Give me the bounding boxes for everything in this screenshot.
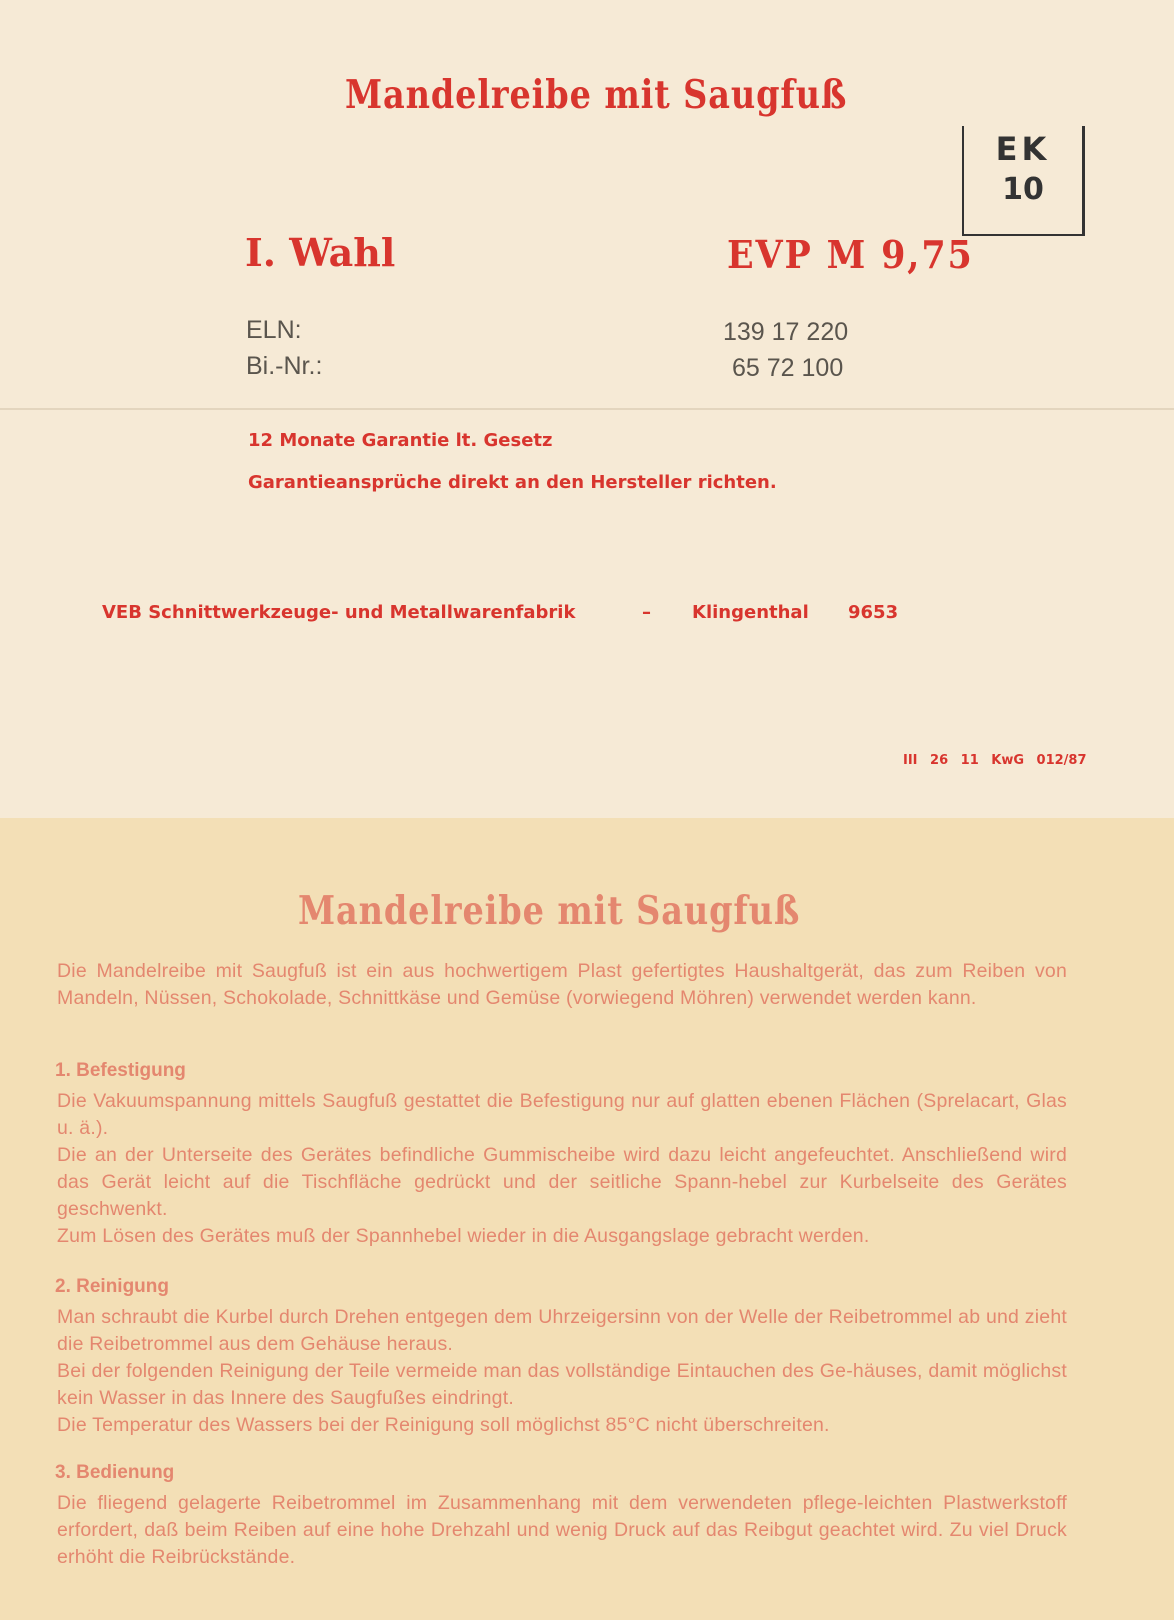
section-1-body (57, 1088, 1067, 1250)
intro-paragraph (57, 958, 1067, 1012)
label-title: Mandelreibe mit Saugfuß (345, 72, 848, 118)
intro-text: Die Mandelreibe mit Saugfuß ist ein aus hochwertigem Plast gefertigtes Haushaltgerät, das zum Reiben von Mandeln, Nüssen, Schokolade, Schnittkäse und Gemüse (vorwiegend Möhren) verwendet werden kann. (57, 960, 1067, 1009)
instructions-title: Mandelreibe mit Saugfuß (298, 888, 801, 934)
bi-nr-label: Bi.-Nr.: (246, 352, 323, 380)
instruction-sheet (0, 818, 1174, 1620)
section-2-paragraph-1: Man schraubt die Kurbel durch Drehen entgegen dem Uhrzeigersinn von der Welle der Reibetrommel ab und zieht die Reibetrommel aus dem Gehäuse heraus. (57, 1306, 1067, 1355)
guarantee-claims: Garantieansprüche direkt an den Hersteller richten. (248, 472, 777, 493)
bi-nr-value: 65 72 100 (732, 354, 844, 382)
manufacturer-postcode: 9653 (848, 602, 899, 623)
eln-label: ELN: (246, 316, 302, 344)
section-2-heading: 2. Reinigung (55, 1276, 169, 1297)
quality-grade: I. Wahl (245, 230, 396, 275)
section-2-paragraph-3: Die Temperatur des Wassers bei der Reinigung soll möglichst 85°C nicht überschreiten. (57, 1414, 830, 1436)
section-2-paragraph-2: Bei der folgenden Reinigung der Teile vermeide man das vollständige Eintauchen des Ge-häuses, damit möglichst kein Wasser in das Innere des Saugfußes eindringt. (57, 1360, 1067, 1409)
guarantee-period: 12 Monate Garantie lt. Gesetz (248, 430, 553, 451)
print-code: III 26 11 KwG 012/87 (903, 753, 1087, 768)
section-2-body (57, 1304, 1067, 1439)
section-1-paragraph-1: Die Vakuumspannung mittels Saugfuß gestattet die Befestigung nur auf glatten ebenen Flächen (Sprelacart, Glas u. ä.). (57, 1090, 1067, 1139)
section-1-heading: 1. Befestigung (55, 1060, 186, 1081)
manufacturer-city: Klingenthal (692, 602, 809, 623)
section-1-paragraph-2: Die an der Unterseite des Gerätes befindliche Gummischeibe wird dazu leicht angefeuchtet. Anschließend wird das Gerät leicht auf die Tischfläche gedrückt und der seitliche Spann-hebel zur Kurbelseite des Gerätes geschwenkt. (57, 1144, 1067, 1220)
section-3-body (57, 1490, 1067, 1571)
section-1-paragraph-3: Zum Lösen des Gerätes muß der Spannhebel wieder in die Ausgangslage gebracht werden. (57, 1225, 870, 1247)
ek-stamp (962, 126, 1085, 236)
eln-value: 139 17 220 (723, 318, 849, 346)
stamp-line-2: 10 (1002, 172, 1044, 207)
stamp-line-1: EK (995, 130, 1051, 168)
section-3-paragraph-1: Die fliegend gelagerte Reibetrommel im Zusammenhang mit dem verwendeten pflege-leichten Plastwerkstoff erfordert, daß beim Reiben auf eine hohe Drehzahl und wenig Druck auf das Reibgut geachtet wird. Zu viel Druck erhöht die Reibrückstände. (57, 1492, 1067, 1568)
manufacturer-dash: – (642, 602, 651, 623)
retail-price: EVP M 9,75 (727, 232, 974, 277)
paper-fold (0, 408, 1174, 410)
manufacturer-name: VEB Schnittwerkzeuge- und Metallwarenfabrik (102, 602, 576, 623)
section-3-heading: 3. Bedienung (55, 1462, 175, 1483)
